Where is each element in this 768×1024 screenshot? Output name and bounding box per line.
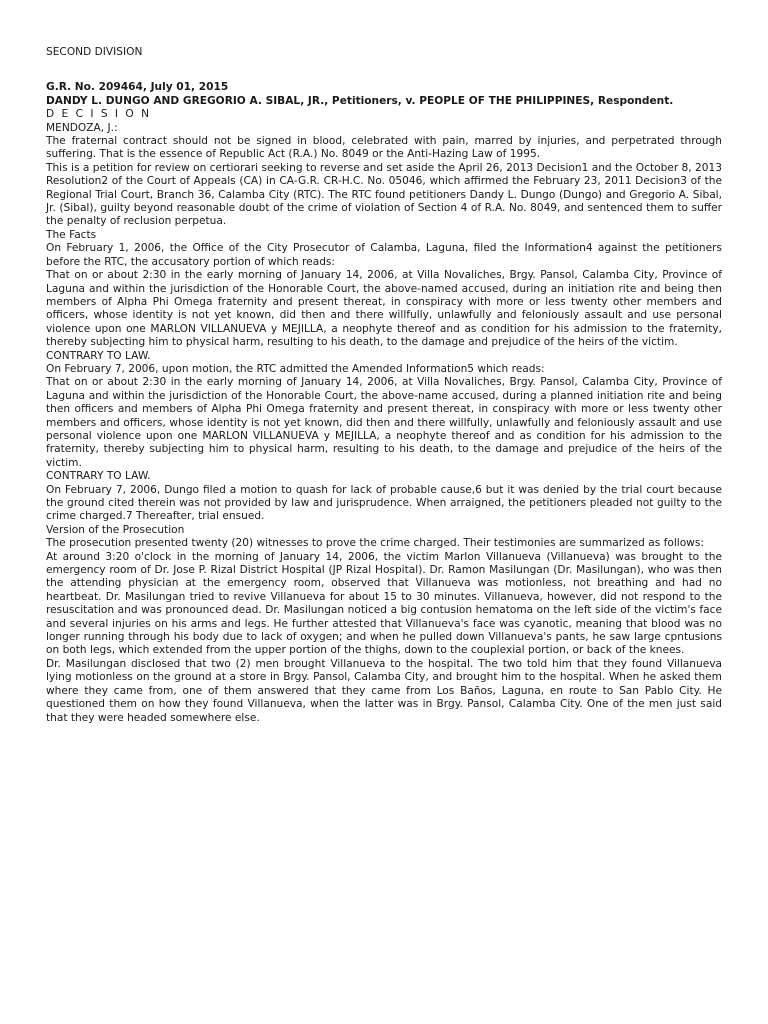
- paragraph-information: On February 1, 2006, the Office of the City Prosecutor of Calamba, Laguna, filed the Information4 against the petitioners before the RTC, the accusatory portion of which reads:: [46, 242, 722, 268]
- paragraph-witnesses: The prosecution presented twenty (20) witnesses to prove the crime charged. Their testimonies are summarized as follows:: [46, 537, 704, 550]
- paragraph-motion-quash: On February 7, 2006, Dungo filed a motion to quash for lack of probable cause,6 but it was denied by the trial court because the ground cited therein was not provided by law and jurisprudence. When arraigned, the petitioners pleaded not guilty to the crime charged.7 Thereafter, trial ensued.: [46, 483, 722, 523]
- ponente: MENDOZA, J.:: [46, 121, 118, 134]
- paragraph-emergency-room: At around 3:20 o'clock in the morning of January 14, 2006, the victim Marlon Villanueva (Villanueva) was brought to the emergency room of Dr. Jose P. Rizal District Hospital (JP Rizal Hospital). Dr. Ramon Masilungan (Dr. Masilungan), who was then the attending physician at the emergency room, observed that Villanueva was motionless, not breathing and had no heartbeat. Dr. Masilungan tried to revive Villanueva for about 15 to 30 minutes. Villanueva, however, did not respond to the resuscitation and was pronounced dead. Dr. Masilungan noticed a big contusion hematoma on the left side of the victim's face and several injuries on his arms and legs. He further attested that Villanueva's face was cyanotic, meaning that blood was no longer running through his body due to lack of oxygen; and when he pulled down Villanueva's pants, he saw large cpntusions on both legs, which extended from the upper portion of the thighs, down to the couplexial portion, or back of the knees.: [46, 550, 722, 657]
- paragraph-amended-text: That on or about 2:30 in the early morning of January 14, 2006, at Villa Novaliches, Brgy. Pansol, Calamba City, Province of Laguna and within the jurisdiction of the Honorable Court, the above-name accused, during a planned initiation rite and being then officers and members of Alpha Phi Omega fraternity and present thereat, in conspiracy with more or less twenty other members and officers, whose identity is not yet known, did then and there willfully, unlawfully and feloniously assault and use personal violence upon one MARLON VILLANUEVA y MEJILLA, a neophyte thereof and as condition for his admission to the fraternity, thereby subjecting him to physical harm, resulting to his death, to the damage and prejudice of the heirs of the victim.: [46, 376, 722, 469]
- paragraph-petition: This is a petition for review on certiorari seeking to reverse and set aside the April 26, 2013 Decision1 and the October 8, 2013 Resolution2 of the Court of Appeals (CA) in CA-G.R. CR-H.C. No. 05046, which affirmed the February 23, 2011 Decision3 of the Regional Trial Court, Branch 36, Calamba City (RTC). The RTC found petitioners Dandy L. Dungo (Dungo) and Gregorio A. Sibal, Jr. (Sibal), guilty beyond reasonable doubt of the crime of violation of Section 4 of R.A. No. 8049, and sentenced them to suffer the penalty of reclusion perpetua.: [46, 161, 722, 228]
- contrary-to-law-1: CONTRARY TO LAW.: [46, 349, 151, 362]
- document-page: [46, 46, 722, 725]
- paragraph-amended: On February 7, 2006, upon motion, the RTC admitted the Amended Information5 which reads:: [46, 362, 545, 375]
- decision-label: D E C I S I O N: [46, 108, 152, 121]
- case-number: G.R. No. 209464, July 01, 2015: [46, 81, 229, 94]
- contrary-to-law-2: CONTRARY TO LAW.: [46, 470, 151, 483]
- case-title: DANDY L. DUNGO AND GREGORIO A. SIBAL, JR., Petitioners, v. PEOPLE OF THE PHILIPPINES, Respondent.: [46, 94, 674, 107]
- section-heading-facts: The Facts: [46, 228, 97, 241]
- paragraph-two-men: Dr. Masilungan disclosed that two (2) men brought Villanueva to the hospital. The two told him that they found Villanueva lying motionless on the ground at a store in Brgy. Pansol, Calamba City, and brought him to the hospital. When he asked them where they came from, one of them answered that they came from Los Baños, Laguna, en route to San Pablo City. He questioned them on how they found Villanueva, when the latter was in Brgy. Pansol, Calamba City. One of the men just said that they were headed somewhere else.: [46, 657, 722, 724]
- paragraph-information-text: That on or about 2:30 in the early morning of January 14, 2006, at Villa Novaliches, Brgy. Pansol, Calamba City, Province of Laguna and within the jurisdiction of the Honorable Court, the above-named accused, during an initiation rite and being then members of Alpha Phi Omega fraternity and present thereat, in conspiracy with more or less twenty other members and officers, whose identity is not yet known, did then and there willfully, unlawfully and feloniously assault and use personal violence upon one MARLON VILLANUEVA y MEJILLA, a neophyte thereof and as condition for his admission to the fraternity, thereby subjecting him to physical harm, resulting to his death, to the damage and prejudice of the heirs of the victim.: [46, 269, 722, 349]
- section-heading-prosecution: Version of the Prosecution: [46, 523, 185, 536]
- division-label: SECOND DIVISION: [46, 46, 143, 58]
- paragraph-intro: The fraternal contract should not be signed in blood, celebrated with pain, marred by injuries, and perpetrated through suffering. That is the essence of Republic Act (R.A.) No. 8049 or the Anti-Hazing Law of 1995.: [46, 135, 722, 161]
